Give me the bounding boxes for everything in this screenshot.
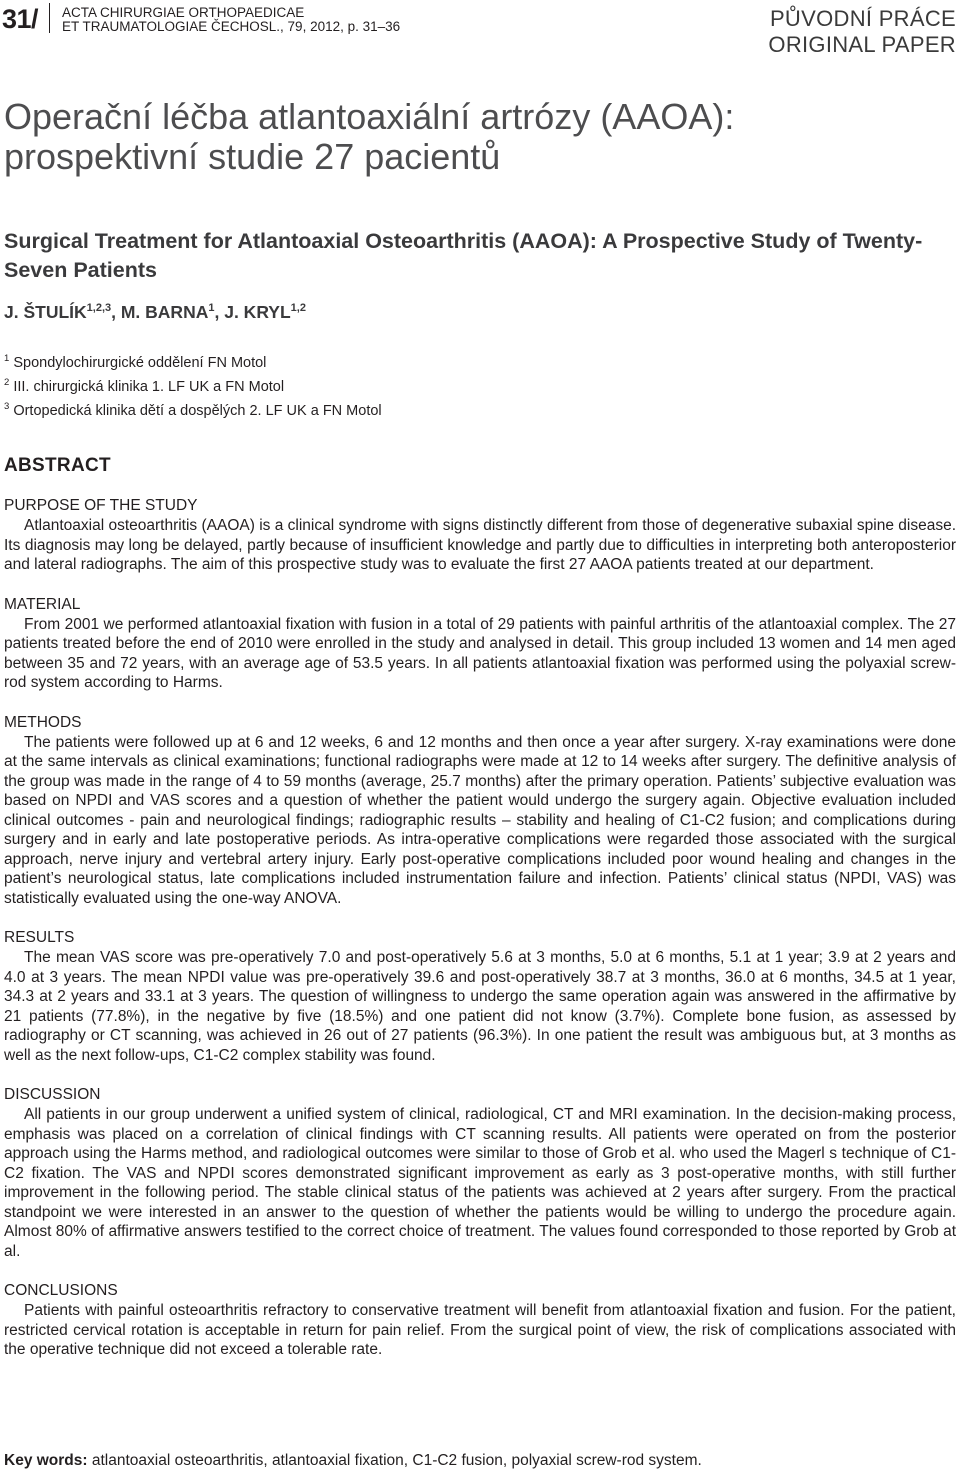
author-affiliation-ref: 1,2,3 (86, 302, 112, 315)
header-divider (49, 3, 50, 33)
abstract-heading: ABSTRACT (4, 455, 111, 476)
section-heading: METHODS (4, 713, 82, 731)
keywords (4, 1452, 702, 1470)
affiliation (4, 373, 382, 397)
abstract-section-methods (4, 713, 956, 909)
article-type-cz: PŮVODNÍ PRÁCE (769, 6, 956, 31)
section-text: Patients with painful osteoarthritis refractory to conservative treatment will benefit from atlantoaxial fixation and fusion. For the patient, restricted cervical rotation is acceptable in return for pain relief. From the surgical point of view, the risk of complications associated with the operative technique did not exceed a tolerable rate. (4, 1302, 956, 1358)
abstract-section-discussion (4, 1085, 956, 1261)
journal-line-2: ET TRAUMATOLOGIAE ČECHOSL., 79, 2012, p. 31–36 (62, 19, 401, 34)
article-title-line-1: Operační léčba atlantoaxiální artrózy (AAOA): (4, 96, 735, 137)
page-number: 31/ (2, 4, 39, 34)
keywords-label: Key words: (4, 1452, 88, 1469)
affiliation-text: III. chirurgická klinika 1. LF UK a FN Motol (13, 378, 285, 395)
section-heading: RESULTS (4, 929, 75, 946)
author-name: J. ŠTULÍK (4, 302, 87, 322)
affiliation-text: Spondylochirurgické oddělení FN Motol (13, 354, 267, 371)
section-text: Atlantoaxial osteoarthritis (AAOA) is a clinical syndrome with signs distinctly different from those of degenerative subaxial spine disease. Its diagnosis may long be delayed, partly because of insufficient knowledge and partly due to difficulties in interpreting both anteroposterior and lateral radiographs. The aim of this prospective study was to evaluate the first 27 AAOA patients treated at our department. (4, 517, 956, 573)
author-separator: , (214, 302, 225, 322)
abstract-section-conclusions (4, 1281, 956, 1360)
affiliation-list (4, 349, 382, 420)
abstract-body (4, 496, 956, 1380)
affiliation-number: 3 (4, 400, 10, 412)
affiliation-number: 2 (4, 376, 10, 388)
affiliation (4, 349, 382, 373)
english-title: Surgical Treatment for Atlantoaxial Osteoarthritis (AAOA): A Prospective Study of Twenty-Seven Patients (4, 229, 923, 282)
author (224, 302, 306, 322)
affiliation-text: Ortopedická klinika dětí a dospělých 2. LF UK a FN Motol (13, 402, 382, 419)
abstract-section-results (4, 928, 956, 1065)
section-heading: PURPOSE OF THE STUDY (4, 497, 198, 514)
affiliation (4, 397, 382, 421)
author-list (4, 302, 306, 323)
author-name: J. KRYL (224, 302, 291, 322)
journal-line-1: ACTA CHIRURGIAE ORTHOPAEDICAE (62, 5, 305, 20)
article-type-en: ORIGINAL PAPER (768, 32, 956, 57)
author (121, 302, 224, 322)
section-text: All patients in our group underwent a unified system of clinical, radiological, CT and MRI examination. In the decision-making process, emphasis was placed on a correlation of clinical findings with CT scanning results. All patients were operated on from the posterior approach using the Harms method, and radiological outcomes were similar to those of Grob et al. who used the Magerl s technique of C1-C2 fixation. The VAS and NPDI scores demonstrated significant improvement as early as 3 post-operative months, with still further improvement in the following period. The stable clinical status of the patients was achieved at 2 years after surgery. From the practical standpoint we were interested in an answer to the question of whether the patients would be willing to undergo the procedure again. Almost 80% of affirmative answers testified to the correct choice of treatment. The values found corresponded to those reported by Grob at al. (4, 1106, 956, 1260)
abstract-section-material (4, 595, 956, 693)
author-affiliation-ref: 1 (208, 302, 215, 315)
article-title (4, 97, 954, 177)
author-affiliation-ref: 1,2 (290, 302, 306, 315)
author (4, 302, 121, 322)
author-name: M. BARNA (120, 302, 209, 322)
journal-name (62, 6, 400, 34)
author-separator: , (111, 302, 121, 322)
abstract-section-purpose (4, 496, 956, 575)
section-heading: DISCUSSION (4, 1086, 101, 1103)
section-text: From 2001 we performed atlantoaxial fixation with fusion in a total of 29 patients with painful arthritis of the atlantoaxial complex. The 27 patients treated before the end of 2010 were enrolled in the study and analysed in detail. This group included 13 women and 14 men aged between 35 and 72 years, with an average age of 53.5 years. In all patients atlantoaxial fixation was performed using the polyaxial screw-rod system according to Harms. (4, 615, 956, 691)
affiliation-number: 1 (4, 353, 10, 364)
section-text: The patients were followed up at 6 and 12 weeks, 6 and 12 months and then once a year after surgery. X-ray examinations were done at the same intervals as clinical examinations; functional radiographs were made at 12 to 14 weeks after surgery. The definitive analysis of the group was made in the range of 4 to 59 months (average, 25.7 months) after the primary operation. Patients’ subjective evaluation was based on NPDI and VAS scores and a question of whether the patient would undergo the surgery again. Objective evaluation included clinical outcomes - pain and neurological findings; radiographic results – stability and healing of C1-C2 fusion; and complications during surgery and in early and late postoperative periods. As intra-operative complications were regarded those associated with the surgical approach, nerve injury and vertebral artery injury. Early post-operative complications included poor wound healing and changes in the patient’s neurological status, late complications included instrumentation failure and infection. Patients’ clinical status (NPDI, VAS) was statistically evaluated using the one-way ANOVA. (4, 733, 956, 907)
article-title-line-2: prospektivní studie 27 pacientů (4, 136, 501, 177)
article-type (768, 6, 956, 58)
section-heading: CONCLUSIONS (4, 1282, 118, 1299)
keywords-text: atlantoaxial osteoarthritis, atlantoaxial fixation, C1-C2 fusion, polyaxial screw-rod system. (91, 1452, 702, 1469)
section-text: The mean VAS score was pre-operatively 7.0 and post-operatively 5.6 at 3 months, 5.0 at 6 months, 5.1 at 1 year; 3.9 at 2 years and 4.0 at 3 years. The mean NPDI value was pre-operatively 39.6 and post-operatively 38.7 at 3 months, 36.0 at 6 months, 34.5 at 1 year, 34.3 at 2 years and 33.1 at 3 years. The question of willingness to undergo the same operation again was answered in the affirmative by 21 patients (77.8%), in the negative by five (18.5%) and one patient did not know (3.7%). Complete bone fusion, as assessed by radiography or CT scanning, was achieved in 26 out of 27 patients (96.3%). In one patient the result was ambiguous but, at 3 months as well as the next follow-ups, C1-C2 complex stability was found. (4, 949, 956, 1064)
section-heading: MATERIAL (4, 595, 81, 613)
page-header (0, 0, 960, 60)
